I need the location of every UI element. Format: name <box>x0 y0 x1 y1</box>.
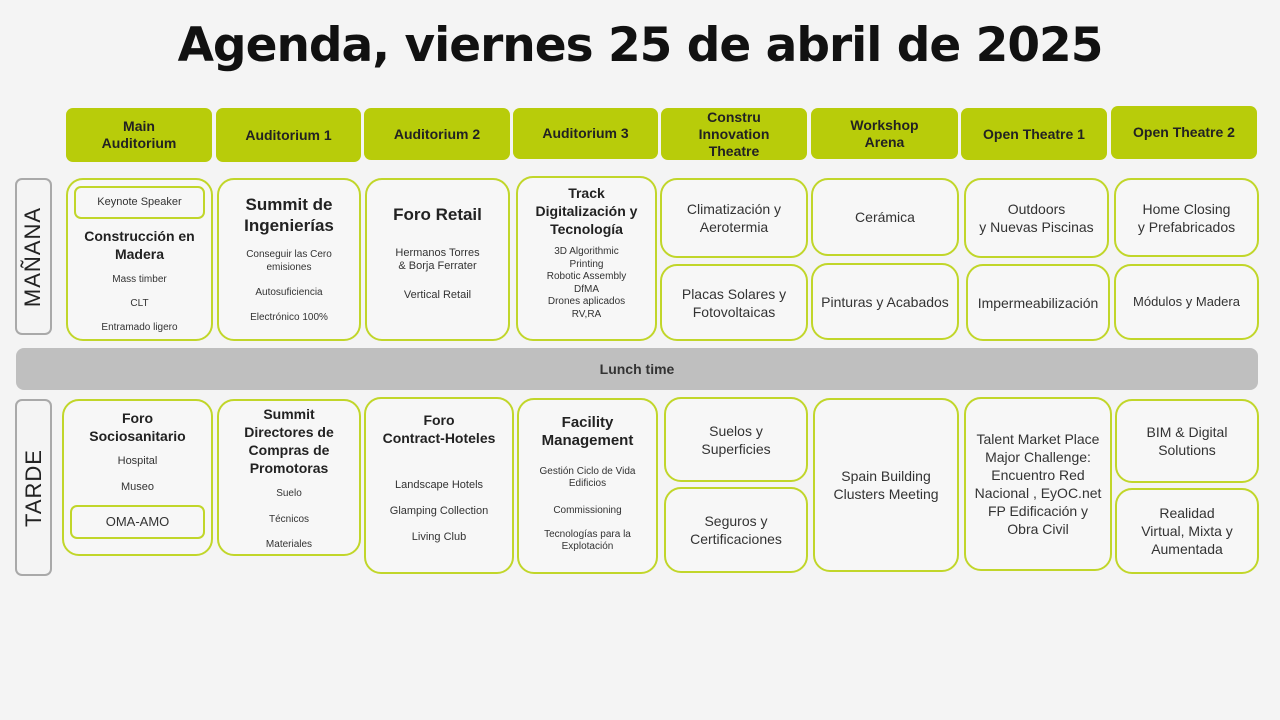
venue-open-theatre-2: Open Theatre 2 <box>1111 106 1257 159</box>
oma-amo-label: OMA-AMO <box>105 514 170 529</box>
session-foro-sociosanitario <box>62 399 213 556</box>
venue-auditorium-3: Auditorium 3 <box>513 108 658 159</box>
session-spain-building-clusters <box>813 398 959 572</box>
keynote-speaker-box <box>74 186 205 219</box>
session-modulos-madera <box>1114 264 1259 340</box>
session-item: Museo <box>120 481 155 493</box>
session-track-digitalizacion <box>516 176 657 341</box>
session-title: Placas Solares y Fotovoltaicas <box>681 285 787 320</box>
tarde-text: TARDE <box>20 448 46 527</box>
page-title: Agenda, viernes 25 de abril de 2025 <box>177 18 1103 73</box>
manana-label <box>15 178 52 335</box>
session-outdoors-piscinas <box>964 178 1109 258</box>
venue-open-theatre-1: Open Theatre 1 <box>961 108 1107 160</box>
manana-text: MAÑANA <box>20 206 46 307</box>
session-title: Pinturas y Acabados <box>821 293 949 310</box>
session-home-closing <box>1114 178 1259 257</box>
session-title: Impermeabilización <box>977 294 1099 311</box>
session-title: Summit Directores de Compras de Promotoras <box>244 406 334 476</box>
session-item: Living Club <box>411 531 467 543</box>
session-title: Foro Contract-Hoteles <box>382 412 496 446</box>
session-title: Foro Retail <box>393 205 482 224</box>
venue-auditorium-2: Auditorium 2 <box>364 108 510 160</box>
session-title: Summit de Ingenierías <box>244 195 334 235</box>
tarde-label <box>15 399 52 576</box>
session-items: 3D Algorithmic Printing Robotic Assembly DfMA Drones aplicados RV,RA <box>546 246 627 320</box>
session-foro-retail <box>365 178 510 341</box>
session-seguros-certificaciones <box>664 487 808 573</box>
session-title: Seguros y Certificaciones <box>690 513 782 547</box>
session-item: Commissioning <box>553 505 622 516</box>
session-item: Vertical Retail <box>403 289 472 301</box>
oma-amo-box <box>70 505 205 539</box>
session-item: Electrónico 100% <box>250 312 328 323</box>
session-title: Talent Market Place Major Challenge: Encuentro Red Nacional , EyOC.net FP Edificación y Obra Civil <box>974 431 1102 537</box>
session-placas-solares <box>660 264 808 341</box>
session-foro-contract-hoteles <box>364 397 514 574</box>
session-title: BIM & Digital Solutions <box>1146 424 1228 458</box>
session-suelos-superficies <box>664 397 808 482</box>
venue-constru-innovation-theatre: Constru Innovation Theatre <box>661 108 807 160</box>
venue-workshop-arena: Workshop Arena <box>811 108 958 159</box>
session-ceramica <box>811 178 959 256</box>
session-item: Técnicos <box>268 514 309 525</box>
lunch-time-bar: Lunch time <box>16 348 1258 390</box>
session-title: Track Digitalización y Tecnología <box>535 185 638 237</box>
keynote-speaker-label: Keynote Speaker <box>97 196 182 208</box>
session-summit-ingenierias <box>217 178 361 341</box>
session-talent-market-place <box>964 397 1112 571</box>
session-title: Facility Management <box>541 414 634 449</box>
session-item: Autosuficiencia <box>255 287 323 298</box>
session-realidad-virtual <box>1115 488 1259 574</box>
session-title: Foro Sociosanitario <box>89 410 186 444</box>
session-title: Cerámica <box>855 209 915 225</box>
session-item: Gestión Ciclo de Vida Edificios <box>539 466 636 489</box>
session-title: Construcción en Madera <box>84 228 195 262</box>
session-climatizacion <box>660 178 808 258</box>
venue-auditorium-1: Auditorium 1 <box>216 108 361 162</box>
session-construccion-madera <box>66 178 213 341</box>
session-item: Conseguir las Cero emisiones <box>246 249 332 273</box>
session-pinturas-acabados <box>811 263 959 340</box>
session-item: Glamping Collection <box>389 505 489 517</box>
session-facility-management <box>517 398 658 574</box>
session-item: Mass timber <box>112 274 167 285</box>
session-item: Landscape Hotels <box>394 479 484 491</box>
venue-main-auditorium: Main Auditorium <box>66 108 212 162</box>
session-title: Climatización y Aerotermia <box>686 201 782 235</box>
session-item: Tecnologías para la Explotación <box>544 529 631 552</box>
session-item: Suelo <box>276 488 302 499</box>
session-title: Outdoors y Nuevas Piscinas <box>979 201 1094 235</box>
session-summit-directores-compras <box>217 399 361 556</box>
session-item: Hospital <box>117 455 158 467</box>
session-title: Módulos y Madera <box>1133 294 1240 309</box>
session-item: Hermanos Torres & Borja Ferrater <box>395 247 480 272</box>
session-item: Entramado ligero <box>101 322 178 333</box>
session-item: Materiales <box>265 539 313 550</box>
session-title: Spain Building Clusters Meeting <box>833 468 939 502</box>
session-bim-digital <box>1115 399 1259 483</box>
session-title: Suelos y Superficies <box>701 422 771 457</box>
session-title: Home Closing y Prefabricados <box>1137 200 1236 235</box>
session-title: Realidad Virtual, Mixta y Aumentada <box>1141 505 1233 557</box>
session-item: CLT <box>130 298 149 309</box>
session-impermeabilizacion <box>966 264 1110 341</box>
